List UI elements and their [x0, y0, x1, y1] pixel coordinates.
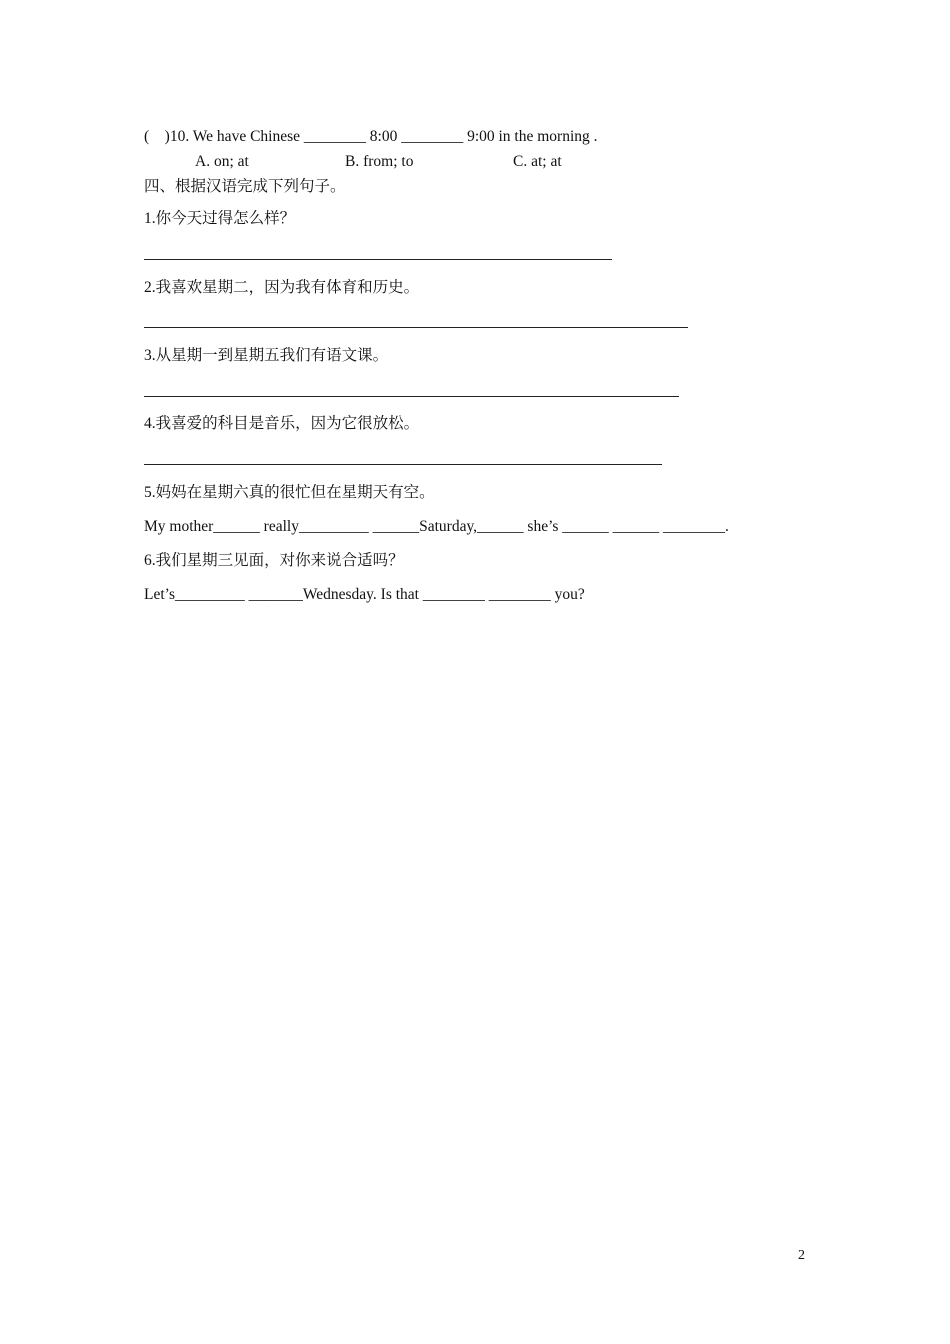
item-2-prompt: 2.我喜欢星期二，因为我有体育和历史。 [144, 279, 420, 296]
item-2-answer-line[interactable] [144, 327, 688, 328]
item-3-answer-line[interactable] [144, 396, 679, 397]
item-5-prompt: 5.妈妈在星期六真的很忙但在星期天有空。 [144, 484, 435, 501]
option-c: C. at; at [513, 153, 562, 170]
item-6-prompt: 6.我们星期三见面，对你来说合适吗？ [144, 552, 404, 569]
question-10-stem: ( )10. We have Chinese ________ 8:00 ________ 9:00 in the morning . [144, 128, 598, 145]
page-number: 2 [798, 1248, 805, 1263]
item-5-fill-sentence[interactable]: My mother______ really_________ ______Saturday,______ she’s ______ ______ ________. [144, 518, 729, 535]
item-4-prompt: 4.我喜爱的科目是音乐，因为它很放松。 [144, 415, 420, 432]
option-b: B. from; to [345, 153, 414, 170]
item-6-fill-sentence[interactable]: Let’s_________ _______Wednesday. Is that ________ ________ you? [144, 586, 585, 603]
item-1-prompt: 1.你今天过得怎么样？ [144, 210, 296, 227]
item-3-prompt: 3.从星期一到星期五我们有语文课。 [144, 347, 389, 364]
option-a: A. on; at [195, 153, 249, 170]
item-1-answer-line[interactable] [144, 259, 612, 260]
item-4-answer-line[interactable] [144, 464, 662, 465]
section-4-heading: 四、根据汉语完成下列句子。 [144, 178, 346, 195]
